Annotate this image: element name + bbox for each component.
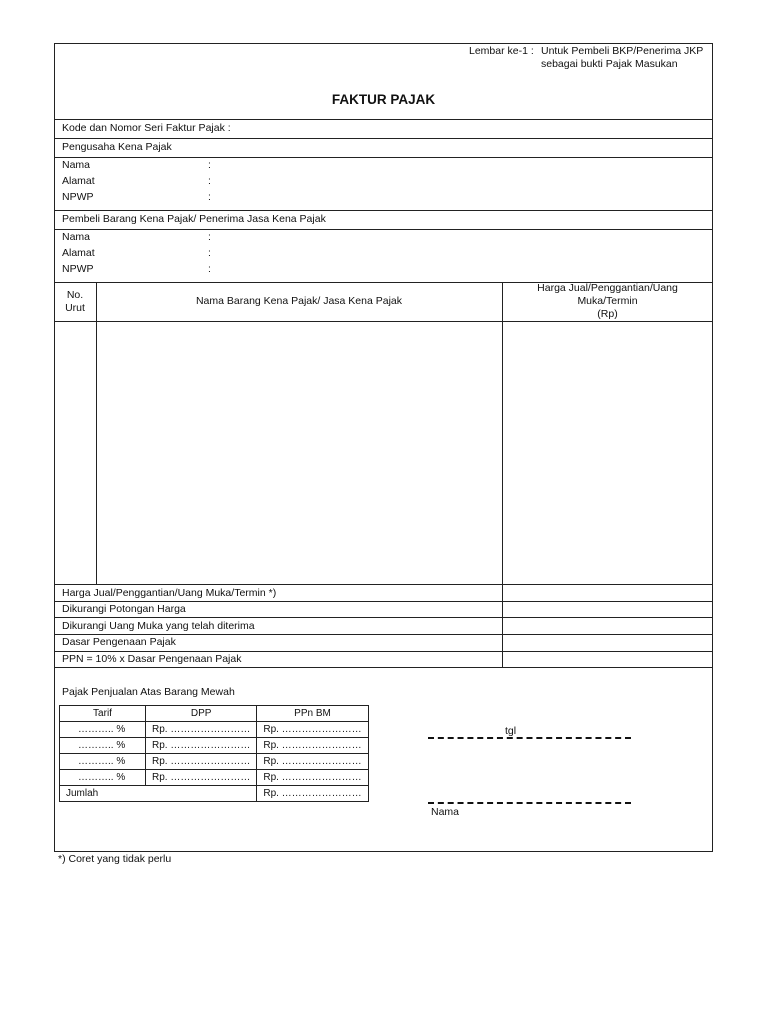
col-no-header-2: Urut	[65, 302, 85, 314]
ppnbm-dpp-cell: Rp. ……………………	[146, 754, 257, 770]
col-price-header-1: Harga Jual/Penggantian/Uang	[537, 282, 678, 294]
column-divider	[96, 282, 97, 584]
ppnbm-tarif-cell: ……….. %	[60, 770, 146, 786]
summary-ppn: PPN = 10% x Dasar Pengenaan Pajak	[62, 653, 242, 665]
table-row	[60, 738, 369, 754]
pembeli-alamat-colon: :	[208, 247, 211, 259]
ppnbm-dpp-cell: Rp. ……………………	[146, 722, 257, 738]
pembeli-npwp-colon: :	[208, 263, 211, 275]
table-row	[60, 706, 369, 722]
footnote: *) Coret yang tidak perlu	[58, 853, 172, 865]
col-no-header-1: No.	[66, 289, 84, 301]
ppnbm-heading: Pajak Penjualan Atas Barang Mewah	[62, 686, 235, 698]
divider	[54, 584, 713, 585]
lembar-desc-1: Untuk Pembeli BKP/Penerima JKP	[541, 45, 704, 57]
ppnbm-dpp-cell: Rp. ……………………	[146, 738, 257, 754]
summary-dpp: Dasar Pengenaan Pajak	[62, 636, 176, 648]
ppnbm-tarif-cell: ……….. %	[60, 722, 146, 738]
table-row	[60, 786, 369, 802]
pembeli-nama-colon: :	[208, 231, 211, 243]
column-divider	[502, 282, 503, 667]
col-price-header-2: Muka/Termin	[577, 295, 638, 307]
summary-uang-muka: Dikurangi Uang Muka yang telah diterima	[62, 620, 255, 632]
ppnbm-tarif-cell: ……….. %	[60, 754, 146, 770]
divider	[54, 601, 713, 602]
ppnbm-total-label: Jumlah	[60, 786, 257, 802]
divider	[54, 229, 713, 230]
pkp-npwp-colon: :	[208, 191, 211, 203]
divider	[54, 210, 713, 211]
ppnbm-col-dpp: DPP	[146, 706, 257, 722]
summary-harga-jual: Harga Jual/Penggantian/Uang Muka/Termin *)	[62, 587, 277, 599]
ppnbm-value-cell: Rp. ……………………	[257, 722, 368, 738]
nama-label: Nama	[431, 806, 460, 818]
pembeli-npwp-label: NPWP	[62, 263, 94, 275]
ppnbm-dpp-cell: Rp. ……………………	[146, 770, 257, 786]
pkp-nama-label: Nama	[62, 159, 91, 171]
divider	[54, 119, 713, 120]
ppnbm-value-cell: Rp. ……………………	[257, 754, 368, 770]
kode-seri-label: Kode dan Nomor Seri Faktur Pajak :	[62, 122, 231, 134]
ppnbm-col-ppnbm: PPn BM	[257, 706, 368, 722]
tgl-label: tgl	[505, 725, 517, 737]
table-row	[60, 770, 369, 786]
ppnbm-tarif-cell: ……….. %	[60, 738, 146, 754]
pkp-alamat-label: Alamat	[62, 175, 95, 187]
col-name-header: Nama Barang Kena Pajak/ Jasa Kena Pajak	[195, 295, 403, 307]
summary-potongan: Dikurangi Potongan Harga	[62, 603, 186, 615]
table-row	[60, 754, 369, 770]
pkp-npwp-label: NPWP	[62, 191, 94, 203]
ppnbm-value-cell: Rp. ……………………	[257, 738, 368, 754]
divider	[54, 138, 713, 139]
divider	[54, 651, 713, 652]
ppnbm-table	[59, 705, 369, 802]
tgl-line	[428, 737, 631, 739]
signature-line	[428, 802, 631, 804]
table-row	[60, 722, 369, 738]
divider	[54, 617, 713, 618]
ppnbm-value-cell: Rp. ……………………	[257, 770, 368, 786]
page-title: FAKTUR PAJAK	[331, 92, 436, 107]
pkp-heading: Pengusaha Kena Pajak	[62, 141, 172, 153]
pembeli-alamat-label: Alamat	[62, 247, 95, 259]
divider	[54, 157, 713, 158]
lembar-desc-2: sebagai bukti Pajak Masukan	[541, 58, 678, 70]
ppnbm-total-value: Rp. ……………………	[257, 786, 368, 802]
pembeli-heading: Pembeli Barang Kena Pajak/ Penerima Jasa Kena Pajak	[62, 213, 326, 225]
divider	[54, 667, 713, 668]
ppnbm-col-tarif: Tarif	[60, 706, 146, 722]
divider	[54, 321, 713, 322]
divider	[54, 634, 713, 635]
pkp-nama-colon: :	[208, 159, 211, 171]
col-price-header-3: (Rp)	[597, 308, 618, 320]
lembar-label: Lembar ke-1 :	[469, 45, 534, 57]
pembeli-nama-label: Nama	[62, 231, 91, 243]
pkp-alamat-colon: :	[208, 175, 211, 187]
